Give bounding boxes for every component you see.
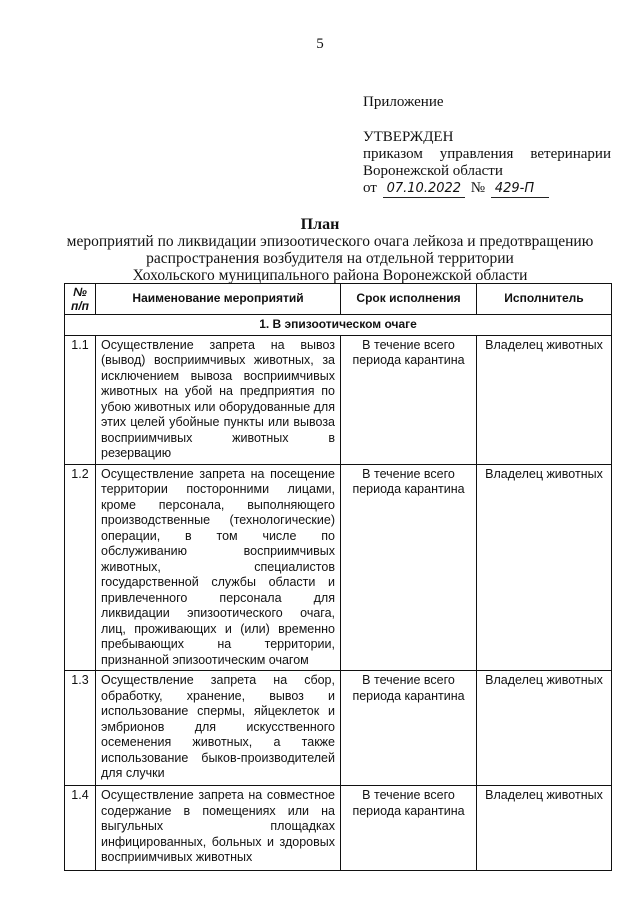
date-prefix: от	[363, 180, 377, 196]
date-line	[363, 180, 611, 198]
order-date: 07.10.2022	[383, 180, 465, 198]
row-term: В течение всего периода карантина	[341, 335, 477, 464]
table-row	[65, 671, 612, 786]
row-term: В течение всего периода карантина	[341, 786, 477, 871]
table-row	[65, 335, 612, 464]
table-header-row	[65, 284, 612, 315]
header-name: Наименование мероприятий	[96, 284, 341, 315]
row-desc: Осуществление запрета на вывоз (вывод) восприимчивых животных, за исключением вывоза восприимчивых животных на убой на предприятия по убою животных или оборудованные для этих целей убойные пункты или вывоза восприимчивых животных в резервацию	[96, 335, 341, 464]
subtitle-line-1: мероприятий по ликвидации эпизоотического очага лейкоза и предотвращению	[66, 233, 594, 250]
order-line-1: приказом управления ветеринарии	[363, 146, 611, 162]
row-executor: Владелец животных	[477, 786, 612, 871]
section-title: 1. В эпизоотическом очаге	[65, 315, 612, 336]
subtitle-line-3: Хохольского муниципального района Воронежской области	[132, 267, 528, 284]
row-num: 1.3	[65, 671, 96, 786]
row-executor: Владелец животных	[477, 671, 612, 786]
plan-subtitle	[60, 233, 600, 284]
table-row	[65, 786, 612, 871]
table-row	[65, 464, 612, 671]
number-prefix: №	[470, 180, 486, 196]
row-executor: Владелец животных	[477, 464, 612, 671]
row-num: 1.2	[65, 464, 96, 671]
order-number: 429-П	[491, 180, 549, 198]
row-desc: Осуществление запрета на совместное содержание в помещениях или на выгульных площадках инфицированных, больных и здоровых восприимчивых животных	[96, 786, 341, 871]
subtitle-line-2: распространения возбудителя на отдельной территории	[146, 250, 514, 267]
header-term: Срок исполнения	[341, 284, 477, 315]
row-executor: Владелец животных	[477, 335, 612, 464]
row-num: 1.1	[65, 335, 96, 464]
row-num: 1.4	[65, 786, 96, 871]
section-row	[65, 315, 612, 336]
row-desc: Осуществление запрета на посещение территории посторонними лицами, кроме персонала, выполняющего производственные (технологические) операции, в том числе по обслуживанию восприимчивых животных, специалистов государственной службы области и привлеченного персонала для ликвидации эпизоотического очага, лиц, проживающих и (или) временно пребывающих на территории, признанной эпизоотическим очагом	[96, 464, 341, 671]
row-term: В течение всего периода карантина	[341, 671, 477, 786]
row-desc: Осуществление запрета на сбор, обработку, хранение, вывоз и использование спермы, яйцеклеток и эмбрионов для искусственного осеменения животных, а также использование быков-производителей для случки	[96, 671, 341, 786]
appendix-label: Приложение	[363, 94, 444, 110]
approval-block	[363, 94, 611, 198]
plan-title: План	[300, 216, 340, 233]
approved-label: УТВЕРЖДЕН	[363, 129, 454, 145]
header-num: № п/п	[65, 284, 96, 315]
row-term: В течение всего периода карантина	[341, 464, 477, 671]
page-number: 5	[316, 36, 324, 52]
header-executor: Исполнитель	[477, 284, 612, 315]
plan-table	[64, 283, 612, 871]
order-line-2: Воронежской области	[363, 163, 503, 179]
